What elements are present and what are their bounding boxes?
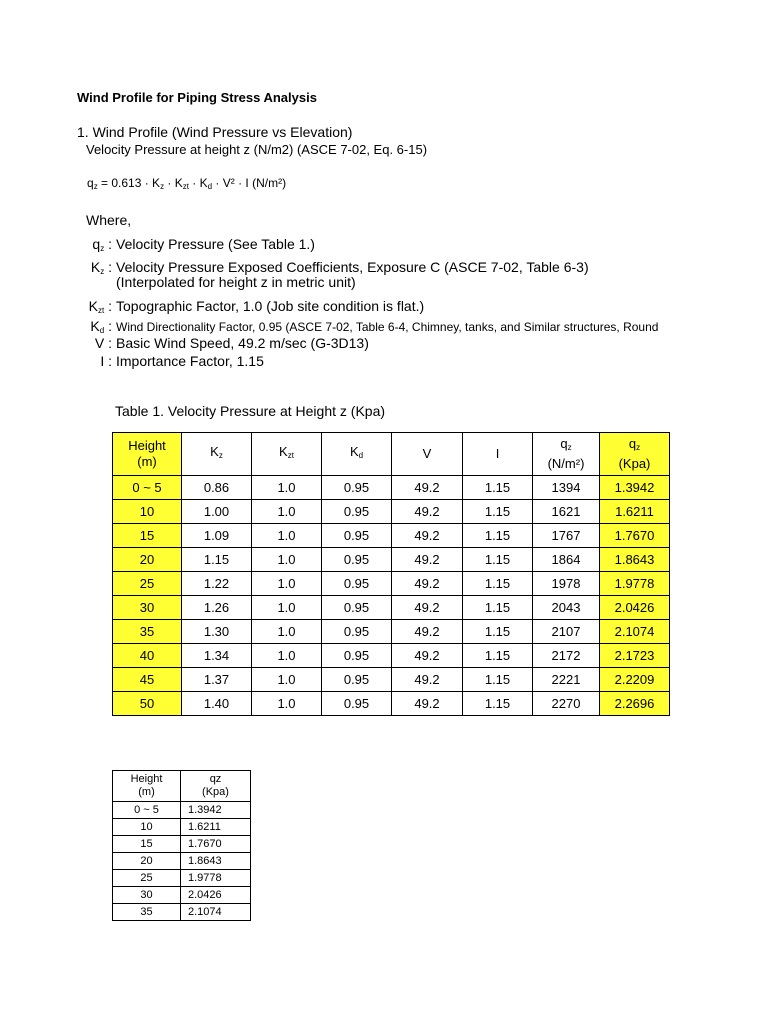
table-cell: 1.15: [182, 548, 252, 572]
table-row: [113, 644, 670, 668]
definition-text: Velocity Pressure Exposed Coefficients, Exposure C (ASCE 7-02, Table 6-3): [116, 259, 589, 275]
table-cell: 2107: [533, 620, 600, 644]
table-cell: 1.8643: [600, 548, 670, 572]
table-cell: 1.7670: [600, 524, 670, 548]
table-cell: 1.15: [463, 692, 533, 716]
table-cell: 49.2: [392, 548, 463, 572]
table-cell: 25: [113, 572, 182, 596]
table-cell: 2.0426: [181, 887, 251, 904]
table-cell: 1.0: [252, 500, 322, 524]
table-cell: 0.95: [322, 548, 392, 572]
table2-header-cell: qz (Kpa): [181, 771, 251, 802]
definition-symbol: $K_d$ :: [90, 318, 112, 335]
velocity-pressure-equation: [87, 176, 286, 191]
table-cell: 1.9778: [600, 572, 670, 596]
table-cell: 49.2: [392, 668, 463, 692]
table-cell: 20: [113, 548, 182, 572]
eq-kd-sub: d: [207, 182, 213, 191]
table-cell: 2.2209: [600, 668, 670, 692]
table-row: [113, 692, 670, 716]
table-cell: 49.2: [392, 500, 463, 524]
table-cell: 49.2: [392, 644, 463, 668]
definition-symbol: $K_z$ :: [90, 259, 112, 276]
table-cell: 0 ~ 5: [113, 802, 181, 819]
table-cell: 1.09: [182, 524, 252, 548]
table-cell: 2.1723: [600, 644, 670, 668]
definition-text: Importance Factor, 1.15: [116, 353, 264, 369]
eq-rhs-2: · K: [164, 176, 183, 190]
table1-header-cell: $K_d$: [322, 433, 392, 476]
table-row: [113, 620, 670, 644]
eq-rhs-3: · K: [188, 176, 208, 190]
table-cell: 45: [113, 668, 182, 692]
definition-text: Velocity Pressure (See Table 1.): [116, 236, 315, 252]
table-cell: 15: [113, 524, 182, 548]
table-cell: 49.2: [392, 476, 463, 500]
table-cell: 1.3942: [181, 802, 251, 819]
table-cell: 1.37: [182, 668, 252, 692]
table-cell: 0.86: [182, 476, 252, 500]
definition-symbol: I :: [100, 353, 112, 369]
height-qz-summary-table: [112, 770, 251, 921]
table-cell: 1.0: [252, 620, 322, 644]
table-cell: 1.0: [252, 572, 322, 596]
table-cell: 49.2: [392, 524, 463, 548]
table-cell: 40: [113, 644, 182, 668]
table1-header-cell: V: [392, 433, 463, 476]
table-cell: 0.95: [322, 476, 392, 500]
table-cell: 35: [113, 620, 182, 644]
table-cell: 1.34: [182, 644, 252, 668]
table-cell: 1.15: [463, 524, 533, 548]
table-caption: Table 1. Velocity Pressure at Height z (Kpa): [115, 403, 386, 419]
table-cell: 1.22: [182, 572, 252, 596]
table-cell: 1.26: [182, 596, 252, 620]
definition-kzt: [74, 298, 734, 319]
table-cell: 49.2: [392, 596, 463, 620]
table-row: [113, 572, 670, 596]
table-cell: 35: [113, 904, 181, 921]
table-cell: 1.9778: [181, 870, 251, 887]
definition-text: Topographic Factor, 1.0 (Job site condition is flat.): [116, 298, 425, 314]
table-cell: 1.15: [463, 476, 533, 500]
table-cell: 1.15: [463, 572, 533, 596]
table-cell: 0.95: [322, 596, 392, 620]
definition-text: Basic Wind Speed, 49.2 m/sec (G-3D13): [116, 335, 369, 351]
table-cell: 1767: [533, 524, 600, 548]
eq-kz-sub: z: [160, 182, 165, 191]
table-cell: 1.0: [252, 596, 322, 620]
table1-header-cell: $K_z$: [182, 433, 252, 476]
table-cell: 10: [113, 819, 181, 836]
table-cell: 0.95: [322, 692, 392, 716]
table-cell: 1.3942: [600, 476, 670, 500]
definition-v: [74, 335, 734, 351]
table-cell: 2172: [533, 644, 600, 668]
table-cell: 2043: [533, 596, 600, 620]
table2-header-cell: Height (m): [113, 771, 181, 802]
velocity-pressure-line: Velocity Pressure at height z (N/m2) (ASCE 7-02, Eq. 6-15): [86, 142, 428, 157]
table-cell: 2.1074: [600, 620, 670, 644]
table-cell: 1.7670: [181, 836, 251, 853]
table1-header-cell: $K_{zt}$: [252, 433, 322, 476]
table-cell: 1.15: [463, 644, 533, 668]
definition-symbol: $q_z$ :: [92, 236, 112, 253]
table1-header-cell: Height (m): [113, 433, 182, 476]
table-row: [113, 524, 670, 548]
table-cell: 0.95: [322, 524, 392, 548]
table-cell: 49.2: [392, 572, 463, 596]
table-cell: 1.0: [252, 548, 322, 572]
table-cell: 1.15: [463, 596, 533, 620]
table-row: [113, 853, 251, 870]
table1-header-cell: $q_z$ (N/m²): [533, 433, 600, 476]
table-cell: 1.0: [252, 644, 322, 668]
table-cell: 15: [113, 836, 181, 853]
table-header-row: [113, 771, 251, 802]
table-cell: 2.1074: [181, 904, 251, 921]
eq-kzt-sub: zt: [182, 182, 189, 191]
table-row: [113, 870, 251, 887]
table-cell: 49.2: [392, 692, 463, 716]
table1-header-cell: I: [463, 433, 533, 476]
table-cell: 1.0: [252, 668, 322, 692]
table-cell: 20: [113, 853, 181, 870]
table-row: [113, 836, 251, 853]
table-cell: 1.0: [252, 476, 322, 500]
table-cell: 1.15: [463, 620, 533, 644]
table-cell: 0.95: [322, 500, 392, 524]
table-cell: 1.8643: [181, 853, 251, 870]
table-cell: 2270: [533, 692, 600, 716]
table-row: [113, 668, 670, 692]
definition-symbol: $K_{zt}$ :: [88, 298, 112, 315]
section-heading: 1. Wind Profile (Wind Pressure vs Elevation): [77, 124, 353, 140]
table-cell: 1.15: [463, 668, 533, 692]
table1-header-cell: $q_z$ (Kpa): [600, 433, 670, 476]
table-cell: 1864: [533, 548, 600, 572]
definition-qz: [74, 236, 734, 257]
table-row: [113, 887, 251, 904]
table-header-row: [113, 433, 670, 476]
definition-text: Wind Directionality Factor, 0.95 (ASCE 7-02, Table 6-4, Chimney, tanks, and Similar structures, Round: [116, 320, 659, 334]
table-cell: 30: [113, 887, 181, 904]
table-cell: 25: [113, 870, 181, 887]
table-cell: 1.40: [182, 692, 252, 716]
table-cell: 2.0426: [600, 596, 670, 620]
table-cell: 1.6211: [600, 500, 670, 524]
table-cell: 1394: [533, 476, 600, 500]
table-cell: 49.2: [392, 620, 463, 644]
table-cell: 1.00: [182, 500, 252, 524]
table-row: [113, 548, 670, 572]
table-cell: 1.0: [252, 692, 322, 716]
table-cell: 0.95: [322, 620, 392, 644]
table-cell: 1.0: [252, 524, 322, 548]
table-row: [113, 596, 670, 620]
table-cell: 0.95: [322, 572, 392, 596]
definition-i: [74, 353, 734, 369]
velocity-pressure-table: [112, 432, 670, 716]
table-cell: 2.2696: [600, 692, 670, 716]
eq-q: q: [87, 176, 94, 190]
table-cell: 0.95: [322, 644, 392, 668]
table-cell: 1.30: [182, 620, 252, 644]
table-cell: 1.15: [463, 500, 533, 524]
table-cell: 10: [113, 500, 182, 524]
table-cell: 1621: [533, 500, 600, 524]
table-cell: 30: [113, 596, 182, 620]
document-title: Wind Profile for Piping Stress Analysis: [77, 90, 317, 105]
table-row: [113, 476, 670, 500]
table-cell: 1978: [533, 572, 600, 596]
where-label: Where,: [86, 212, 132, 228]
eq-rhs-1: = 0.613 · K: [97, 176, 161, 190]
eq-rhs-4: · V² · I (N/m²): [212, 176, 287, 190]
eq-q-sub: z: [93, 182, 98, 191]
table-row: [113, 802, 251, 819]
table-cell: 1.6211: [181, 819, 251, 836]
table-cell: 1.15: [463, 548, 533, 572]
interpolation-note: (Interpolated for height z in metric unit): [116, 274, 356, 290]
table-cell: 0.95: [322, 668, 392, 692]
table-cell: 50: [113, 692, 182, 716]
table-cell: 2221: [533, 668, 600, 692]
table-cell: 0 ~ 5: [113, 476, 182, 500]
table-row: [113, 904, 251, 921]
table-row: [113, 819, 251, 836]
definition-symbol: V :: [94, 335, 112, 351]
table-row: [113, 500, 670, 524]
